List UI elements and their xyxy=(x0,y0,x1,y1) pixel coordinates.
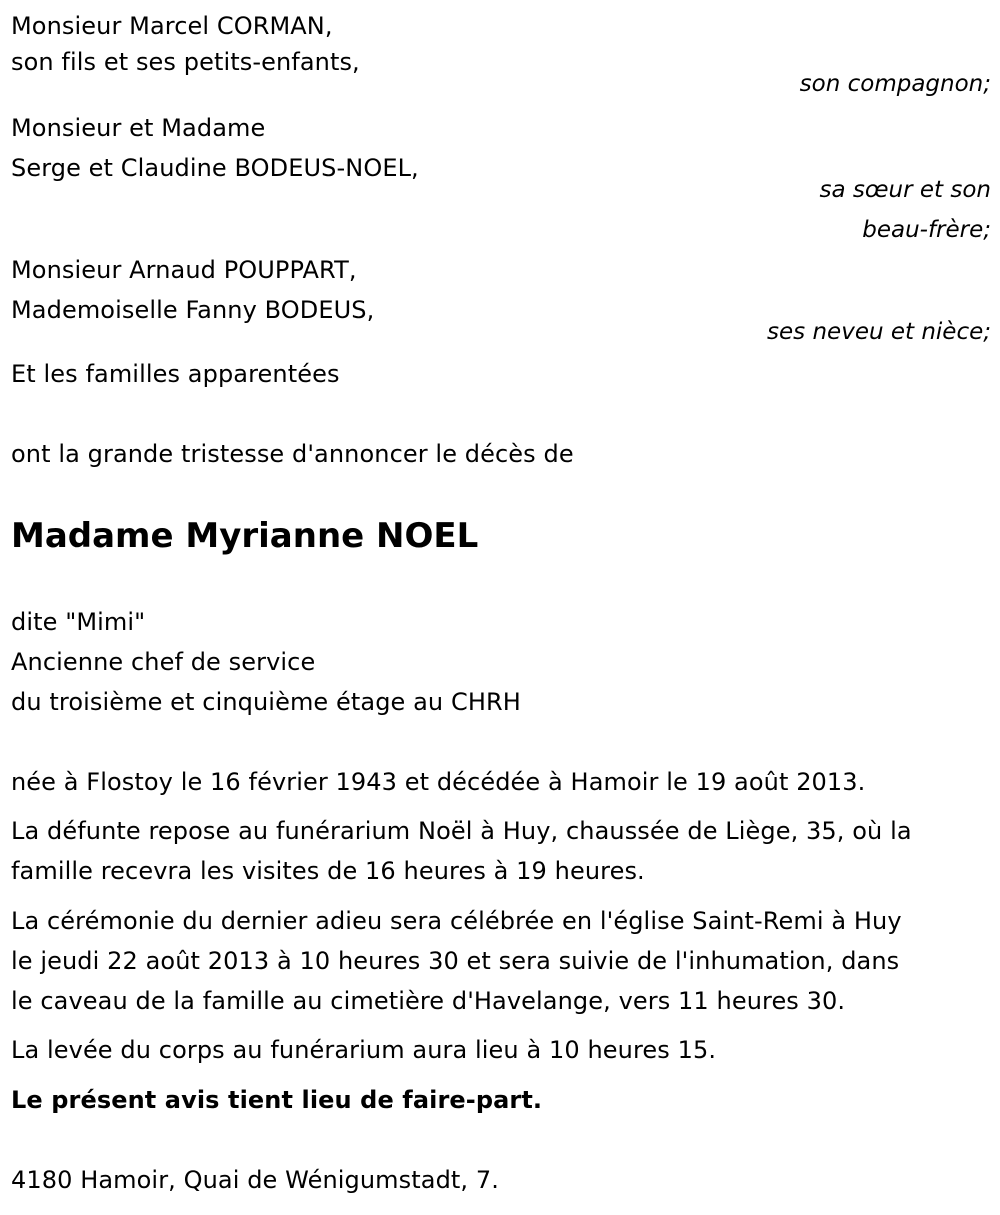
family-relation: son compagnon; xyxy=(799,71,991,97)
birth-death-line: née à Flostoy le 16 février 1943 et décédée à Hamoir le 19 août 2013. xyxy=(11,768,866,796)
ceremony-line: le caveau de la famille au cimetière d'Havelange, vers 11 heures 30. xyxy=(11,987,846,1015)
family-name-line: son fils et ses petits-enfants, xyxy=(11,48,360,76)
bio-line: Ancienne chef de service xyxy=(11,648,316,676)
funerarium-line: famille recevra les visites de 16 heures à 19 heures. xyxy=(11,857,645,885)
funerarium-line: La défunte repose au funérarium Noël à Huy, chaussée de Liège, 35, où la xyxy=(11,817,912,845)
ceremony-line: le jeudi 22 août 2013 à 10 heures 30 et sera suivie de l'inhumation, dans xyxy=(11,947,900,975)
funerarium-paragraph xyxy=(11,811,991,891)
bio-line: du troisième et cinquième étage au CHRH xyxy=(11,688,521,716)
ceremony-paragraph xyxy=(11,901,991,1021)
levee-line: La levée du corps au funérarium aura lieu à 10 heures 15. xyxy=(11,1036,717,1064)
deceased-name: Madame Myrianne NOEL xyxy=(11,516,479,556)
family-name-line: Mademoiselle Fanny BODEUS, xyxy=(11,296,375,324)
address-line: 4180 Hamoir, Quai de Wénigumstadt, 7. xyxy=(11,1166,499,1194)
ceremony-line: La cérémonie du dernier adieu sera célébrée en l'église Saint-Remi à Huy xyxy=(11,907,902,935)
notice-line: Le présent avis tient lieu de faire-part. xyxy=(11,1086,543,1114)
family-name-line: Monsieur Arnaud POUPPART, xyxy=(11,256,357,284)
family-relation: beau-frère; xyxy=(862,217,991,243)
family-group-2 xyxy=(11,108,991,250)
bio-block xyxy=(11,602,521,722)
bio-line: dite "Mimi" xyxy=(11,608,146,636)
family-group-1 xyxy=(11,6,991,104)
family-relation: ses neveu et nièce; xyxy=(767,319,991,345)
family-group-3 xyxy=(11,250,991,352)
family-name-line: Monsieur Marcel CORMAN, xyxy=(11,12,333,40)
relatives-line: Et les familles apparentées xyxy=(11,360,340,388)
family-name-line: Serge et Claudine BODEUS-NOEL, xyxy=(11,154,419,182)
announcement-line: ont la grande tristesse d'annoncer le décès de xyxy=(11,440,574,468)
family-relation: sa sœur et son xyxy=(819,177,991,203)
family-name-line: Monsieur et Madame xyxy=(11,114,266,142)
